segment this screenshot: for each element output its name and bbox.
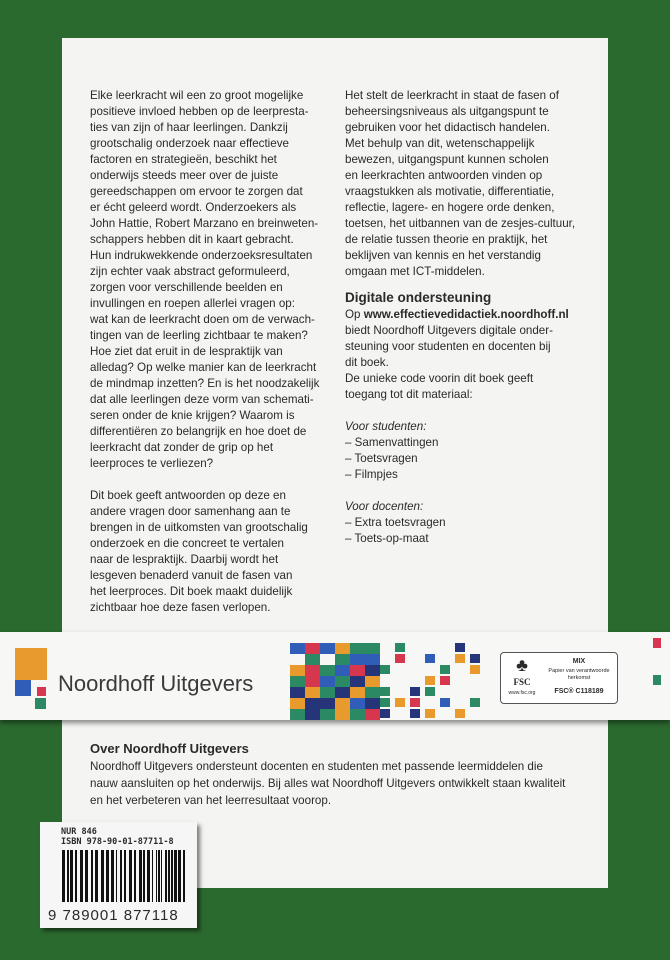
text-line: onderzoek en die concreet te vertalen bbox=[90, 537, 284, 550]
approach-paragraph bbox=[345, 88, 605, 280]
mosaic-tile bbox=[290, 665, 305, 676]
barcode-bar bbox=[168, 850, 170, 902]
barcode-bar bbox=[67, 850, 69, 902]
mosaic-tile bbox=[305, 698, 320, 709]
text-line: zorgen voor verschillende beelden en bbox=[90, 281, 283, 294]
barcode-bar bbox=[101, 850, 104, 902]
list-item: – Samenvattingen bbox=[345, 436, 439, 449]
text-line: lesgeven benaderd vanuit de fasen van bbox=[90, 569, 293, 582]
barcode-bar bbox=[85, 850, 88, 902]
mosaic-tile bbox=[440, 698, 450, 707]
mosaic-tile bbox=[455, 709, 465, 718]
barcode-icon bbox=[62, 850, 190, 906]
mosaic-tile bbox=[440, 665, 450, 674]
text-line: schappers hebben dit in kaart gebracht. bbox=[90, 233, 294, 246]
mosaic-tile bbox=[335, 687, 350, 698]
digital-url-line bbox=[345, 307, 605, 323]
text-line: Met behulp van dit, wetenschappelijk bbox=[345, 137, 535, 150]
text-line: er écht geleerd wordt. Onderzoekers als bbox=[90, 201, 297, 214]
barcode-bar bbox=[156, 850, 157, 902]
fsc-tree-icon: ♣ bbox=[516, 655, 528, 675]
text-line: dit boek. bbox=[345, 356, 389, 369]
mosaic-tile bbox=[395, 698, 405, 707]
decor-square-red bbox=[653, 638, 661, 648]
fsc-paper: Papier van verantwoorde herkomst bbox=[548, 668, 610, 681]
text-line: omgaan met ICT-middelen. bbox=[345, 265, 485, 278]
barcode-bar bbox=[80, 850, 83, 902]
mosaic-tile bbox=[365, 643, 380, 654]
barcode-bar bbox=[120, 850, 122, 902]
barcode-bar bbox=[178, 850, 181, 902]
mosaic-tile bbox=[365, 665, 380, 676]
barcode-bar bbox=[152, 850, 153, 902]
mosaic-tile bbox=[335, 709, 350, 720]
barcode-bar bbox=[129, 850, 132, 902]
digital-prefix: Op bbox=[345, 308, 364, 321]
text-line: de mindmap inzetten? En is het noodzakelijk bbox=[90, 377, 320, 390]
mosaic-tile bbox=[350, 654, 365, 665]
barcode-bar bbox=[165, 850, 167, 902]
mosaic-tile bbox=[350, 709, 365, 720]
text-line: Noordhoff Uitgevers ondersteunt docenten en studenten met passende leermiddelen die bbox=[90, 760, 543, 773]
mosaic-tile bbox=[335, 676, 350, 687]
barcode-number: 9 789001 877118 bbox=[48, 907, 179, 924]
mosaic-tile bbox=[380, 687, 390, 696]
barcode-bar bbox=[124, 850, 126, 902]
text-line: invullingen en roepen allerlei vragen op: bbox=[90, 297, 295, 310]
text-line: dat alle leerlingen deze vorm van schemati- bbox=[90, 393, 314, 406]
digital-url-link[interactable]: www.effectievedidactiek.noordhoff.nl bbox=[363, 308, 569, 321]
mosaic-tile bbox=[410, 687, 420, 696]
mosaic-tile bbox=[335, 698, 350, 709]
list-item: – Extra toetsvragen bbox=[345, 516, 446, 529]
text-line: John Hattie, Robert Marzano en breinweten- bbox=[90, 217, 319, 230]
text-line: brengen in de uitkomsten van grootschalig bbox=[90, 521, 308, 534]
text-line: andere vragen door samenhang aan te bbox=[90, 505, 291, 518]
text-line: Hoe ziet dat eruit in de lespraktijk van bbox=[90, 345, 283, 358]
mosaic-tile bbox=[380, 665, 390, 674]
publisher-band bbox=[0, 632, 670, 720]
text-line: leerkracht dat zonder de grip op het bbox=[90, 441, 274, 454]
mosaic-tile bbox=[440, 676, 450, 685]
mosaic-tile bbox=[365, 687, 380, 698]
barcode-bar bbox=[91, 850, 93, 902]
mosaic-tile bbox=[335, 654, 350, 665]
text-line: de relatie tussen theorie en praktijk, het bbox=[345, 233, 548, 246]
teachers-list bbox=[345, 515, 605, 547]
mosaic-tile bbox=[395, 654, 405, 663]
barcode-bar bbox=[143, 850, 145, 902]
text-line: steuning voor studenten en docenten bij bbox=[345, 340, 551, 353]
mosaic-tile bbox=[305, 676, 320, 687]
mosaic-tile bbox=[470, 665, 480, 674]
mosaic-tile bbox=[290, 698, 305, 709]
fsc-site: www.fsc.org bbox=[508, 690, 536, 696]
text-line: Hun indrukwekkende onderzoeksresultaten bbox=[90, 249, 313, 262]
mosaic-tile bbox=[365, 654, 380, 665]
intro-paragraph bbox=[90, 88, 320, 472]
text-line: tingen van de leerling zichtbaar te maken? bbox=[90, 329, 308, 342]
left-column bbox=[90, 88, 320, 616]
text-line: bewezen, uitgangspunt kunnen scholen bbox=[345, 153, 549, 166]
fsc-code: FSC® C118189 bbox=[554, 688, 604, 695]
text-line: grootschalig onderzoek naar effectieve bbox=[90, 137, 289, 150]
mosaic-tile bbox=[425, 654, 435, 663]
mosaic-tile bbox=[320, 665, 335, 676]
text-line: seren onder de knie krijgen? Waarom is bbox=[90, 409, 295, 422]
about-section bbox=[90, 740, 605, 809]
mosaic-tile bbox=[290, 643, 305, 654]
mosaic-tile bbox=[350, 698, 365, 709]
mosaic-tile bbox=[365, 709, 380, 720]
mosaic-tile bbox=[320, 643, 335, 654]
text-line: positieve invloed hebben op de leerpresta- bbox=[90, 105, 309, 118]
text-line: naar de lespraktijk. Daarbij wordt het bbox=[90, 553, 279, 566]
mosaic-pattern-icon bbox=[290, 643, 485, 720]
nur-code: NUR 846 bbox=[61, 827, 97, 837]
mosaic-tile bbox=[320, 676, 335, 687]
mosaic-tile bbox=[320, 687, 335, 698]
list-item: – Filmpjes bbox=[345, 468, 398, 481]
mosaic-tile bbox=[320, 709, 335, 720]
text-line: en het verbeteren van het leerresultaat voorop. bbox=[90, 794, 332, 807]
mosaic-tile bbox=[380, 709, 390, 718]
text-line: ties van zijn of haar leerlingen. Dankzij bbox=[90, 121, 288, 134]
mosaic-tile bbox=[425, 676, 435, 685]
barcode-bar bbox=[116, 850, 117, 902]
digital-heading: Digitale ondersteuning bbox=[345, 290, 492, 305]
text-line: factoren en strategieën, beschikt het bbox=[90, 153, 277, 166]
barcode-bar bbox=[147, 850, 150, 902]
teachers-heading: Voor docenten: bbox=[345, 500, 424, 513]
text-line: Het stelt de leerkracht in staat de fasen of bbox=[345, 89, 559, 102]
mosaic-tile bbox=[350, 687, 365, 698]
text-line: biedt Noordhoff Uitgevers digitale onder- bbox=[345, 324, 553, 337]
text-line: Elke leerkracht wil een zo groot mogelijke bbox=[90, 89, 304, 102]
mosaic-tile bbox=[290, 676, 305, 687]
text-line: nauw aansluiten op het onderwijs. Bij alles wat Noordhoff Uitgevers ontwikkelt staan kwaliteit bbox=[90, 777, 566, 790]
text-line: zichtbaar hoe deze fasen verlopen. bbox=[90, 601, 271, 614]
barcode-bar bbox=[62, 850, 65, 902]
barcode-bar bbox=[111, 850, 114, 902]
about-text bbox=[90, 758, 605, 809]
text-line: De unieke code voorin dit boek geeft bbox=[345, 372, 534, 385]
text-line: alledag? Op welke manier kan de leerkracht bbox=[90, 361, 317, 374]
mosaic-tile bbox=[290, 709, 305, 720]
text-line: en leerkrachten antwoorden vinden op bbox=[345, 169, 543, 182]
barcode-bar bbox=[70, 850, 73, 902]
barcode-bar bbox=[106, 850, 109, 902]
fsc-mix: MIX bbox=[572, 658, 586, 665]
mosaic-tile bbox=[305, 654, 320, 665]
digital-paragraph bbox=[345, 323, 605, 403]
text-line: zijn echter vaak abstract geformuleerd, bbox=[90, 265, 290, 278]
publisher-name: Noordhoff Uitgevers bbox=[58, 671, 254, 696]
mosaic-tile bbox=[305, 643, 320, 654]
barcode-bar bbox=[75, 850, 77, 902]
mosaic-tile bbox=[410, 698, 420, 707]
mosaic-tile bbox=[350, 665, 365, 676]
book-paragraph bbox=[90, 488, 310, 616]
text-line: wat kan de leerkracht doen om de verwach- bbox=[90, 313, 315, 326]
text-line: toegang tot dit materiaal: bbox=[345, 388, 473, 401]
text-line: gereedschappen om ervoor te zorgen dat bbox=[90, 185, 303, 198]
text-line: onderwijs steeds meer over de juiste bbox=[90, 169, 279, 182]
text-line: vraagstukken als motivatie, differentiatie, bbox=[345, 185, 555, 198]
fsc-text: FSC bbox=[513, 677, 531, 687]
list-item: – Toetsvragen bbox=[345, 452, 418, 465]
about-heading: Over Noordhoff Uitgevers bbox=[90, 741, 249, 756]
mosaic-tile bbox=[455, 654, 465, 663]
barcode-bar bbox=[174, 850, 177, 902]
mosaic-tile bbox=[290, 687, 305, 698]
barcode-sticker bbox=[40, 822, 197, 928]
students-list bbox=[345, 435, 605, 483]
barcode-bar bbox=[139, 850, 142, 902]
mosaic-tile bbox=[455, 643, 465, 652]
mosaic-tile bbox=[350, 676, 365, 687]
barcode-bar bbox=[161, 850, 162, 902]
mosaic-tile bbox=[395, 643, 405, 652]
mosaic-tile bbox=[335, 665, 350, 676]
mosaic-tile bbox=[380, 698, 390, 707]
text-line: leerproces te verliezen? bbox=[90, 457, 214, 470]
text-line: gebruiken voor het didactisch handelen. bbox=[345, 121, 550, 134]
mosaic-tile bbox=[365, 676, 380, 687]
list-item: – Toets-op-maat bbox=[345, 532, 429, 545]
right-column bbox=[345, 88, 605, 547]
mosaic-tile bbox=[350, 643, 365, 654]
decor-square-green bbox=[653, 675, 661, 685]
isbn-code: ISBN 978-90-01-87711-8 bbox=[61, 837, 174, 847]
text-line: toetsen, het uitbannen van de zesjes-cultuur, bbox=[345, 217, 576, 230]
barcode-bar bbox=[158, 850, 160, 902]
barcode-bar bbox=[183, 850, 185, 902]
fsc-label bbox=[500, 652, 618, 704]
mosaic-tile bbox=[470, 654, 480, 663]
text-line: beheersingsniveaus als uitgangspunt te bbox=[345, 105, 549, 118]
mosaic-tile bbox=[410, 709, 420, 718]
mosaic-tile bbox=[305, 665, 320, 676]
mosaic-tile bbox=[305, 709, 320, 720]
mosaic-tile bbox=[425, 709, 435, 718]
text-line: beklijven van kennis en het verstandig bbox=[345, 249, 541, 262]
mosaic-tile bbox=[425, 687, 435, 696]
text-line: het leerproces. Dit boek maakt duidelijk bbox=[90, 585, 293, 598]
barcode-bar bbox=[171, 850, 173, 902]
mosaic-tile bbox=[320, 698, 335, 709]
barcode-bar bbox=[134, 850, 136, 902]
mosaic-tile bbox=[335, 643, 350, 654]
text-line: differentiëren zo belangrijk en hoe doet de bbox=[90, 425, 307, 438]
barcode-bar bbox=[95, 850, 98, 902]
mosaic-tile bbox=[470, 698, 480, 707]
mosaic-tile bbox=[365, 698, 380, 709]
students-heading: Voor studenten: bbox=[345, 420, 427, 433]
text-line: reflectie, lagere- en hogere orde denken, bbox=[345, 201, 555, 214]
mosaic-tile bbox=[305, 687, 320, 698]
text-line: Dit boek geeft antwoorden op deze en bbox=[90, 489, 286, 502]
